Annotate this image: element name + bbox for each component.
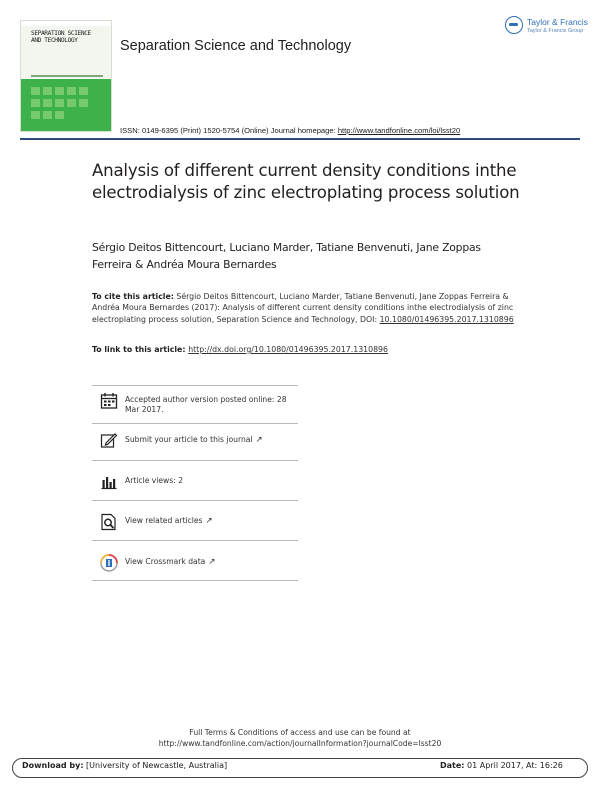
bar-chart-icon — [100, 473, 118, 491]
header-divider — [20, 138, 580, 140]
edit-icon — [100, 432, 118, 450]
divider — [92, 423, 298, 424]
article-views-text: Article views: 2 — [125, 476, 184, 485]
cover-tile — [79, 87, 88, 95]
cover-tile — [31, 99, 40, 107]
publisher-name: Taylor & Francis — [527, 17, 588, 27]
link-label: To link to this article: — [92, 345, 189, 354]
cover-tile — [55, 99, 64, 107]
download-date-value: 01 April 2017, At: 16:26 — [464, 761, 563, 770]
citation-block — [92, 291, 522, 325]
cover-tile — [55, 111, 64, 119]
citation-text: Sérgio Deitos Bittencourt, Luciano Marder, Tatiane Benvenuti, Jane Zoppas Ferreira & Andréa Moura Bernardes (2017): Analysis of different current density conditions inthe electrodialysis of zinc electroplating process solution, Separation Science and Technology, DOI: — [92, 292, 514, 324]
issn-line — [120, 126, 460, 135]
external-link-icon: ↗ — [205, 516, 213, 526]
related-articles-link[interactable] — [125, 516, 300, 526]
issn-text: ISSN: 0149-6395 (Print) 1520-5754 (Online) Journal homepage: — [120, 126, 338, 135]
journal-homepage-link[interactable]: http://www.tandfonline.com/loi/lsst20 — [337, 126, 461, 135]
journal-title: Separation Science and Technology — [120, 38, 352, 54]
downloaded-by-value: [University of Newcastle, Australia] — [83, 761, 228, 770]
doi-link[interactable]: 10.1080/01496395.2017.1310896 — [379, 314, 514, 324]
journal-cover[interactable] — [20, 20, 112, 132]
article-title: Analysis of different current density conditions inthe electrodialysis of zinc electroplating process solution — [92, 161, 520, 202]
cover-tile — [43, 111, 52, 119]
download-date — [440, 761, 563, 770]
divider — [92, 580, 298, 581]
cover-tile — [43, 99, 52, 107]
citation-label: To cite this article: — [92, 292, 174, 301]
article-url-link[interactable]: http://dx.doi.org/10.1080/01496395.2017.1310896 — [188, 345, 388, 354]
search-document-icon — [100, 513, 118, 531]
divider — [92, 460, 298, 461]
link-line — [92, 345, 388, 354]
publisher-group: Taylor & Francis Group — [527, 28, 584, 34]
crossmark-link[interactable] — [125, 557, 300, 567]
cover-tile — [67, 87, 76, 95]
terms-line-1: Full Terms & Conditions of access and use can be found at — [189, 728, 411, 737]
publisher-logo — [505, 14, 588, 40]
cover-green-panel — [21, 79, 112, 132]
download-date-label: Date: — [440, 761, 465, 770]
cover-top-strip — [21, 21, 112, 26]
cover-tile — [79, 99, 88, 107]
related-articles-label[interactable]: View related articles — [125, 516, 203, 525]
cover-tile — [67, 99, 76, 107]
downloaded-by — [22, 761, 227, 770]
cover-tile — [31, 111, 40, 119]
article-authors: Sérgio Deitos Bittencourt, Luciano Marder, Tatiane Benvenuti, Jane Zoppas Ferreira & Andréa Moura Bernardes — [92, 241, 481, 271]
downloaded-by-label: Download by: — [22, 761, 84, 770]
terms-note — [0, 727, 600, 750]
cover-tile — [55, 87, 64, 95]
divider — [92, 540, 298, 541]
external-link-icon: ↗ — [208, 557, 216, 567]
accepted-date-text: Accepted author version posted online: 28 Mar 2017. — [125, 395, 287, 415]
crossmark-label[interactable]: View Crossmark data — [125, 557, 206, 566]
terms-line-2[interactable]: http://www.tandfonline.com/action/journalInformation?journalCode=lsst20 — [158, 739, 442, 749]
divider — [92, 385, 298, 386]
submit-article-link[interactable] — [125, 435, 300, 445]
publisher-logo-icon — [505, 16, 523, 34]
external-link-icon: ↗ — [255, 435, 263, 445]
divider — [92, 500, 298, 501]
submit-article-label[interactable]: Submit your article to this journal — [125, 435, 253, 444]
crossmark-icon — [100, 554, 118, 572]
cover-title: SEPARATION SCIENCE AND TECHNOLOGY — [31, 30, 91, 45]
cover-divider — [31, 75, 103, 77]
cover-tile — [43, 87, 52, 95]
cover-tile — [31, 87, 40, 95]
calendar-icon — [100, 392, 118, 410]
